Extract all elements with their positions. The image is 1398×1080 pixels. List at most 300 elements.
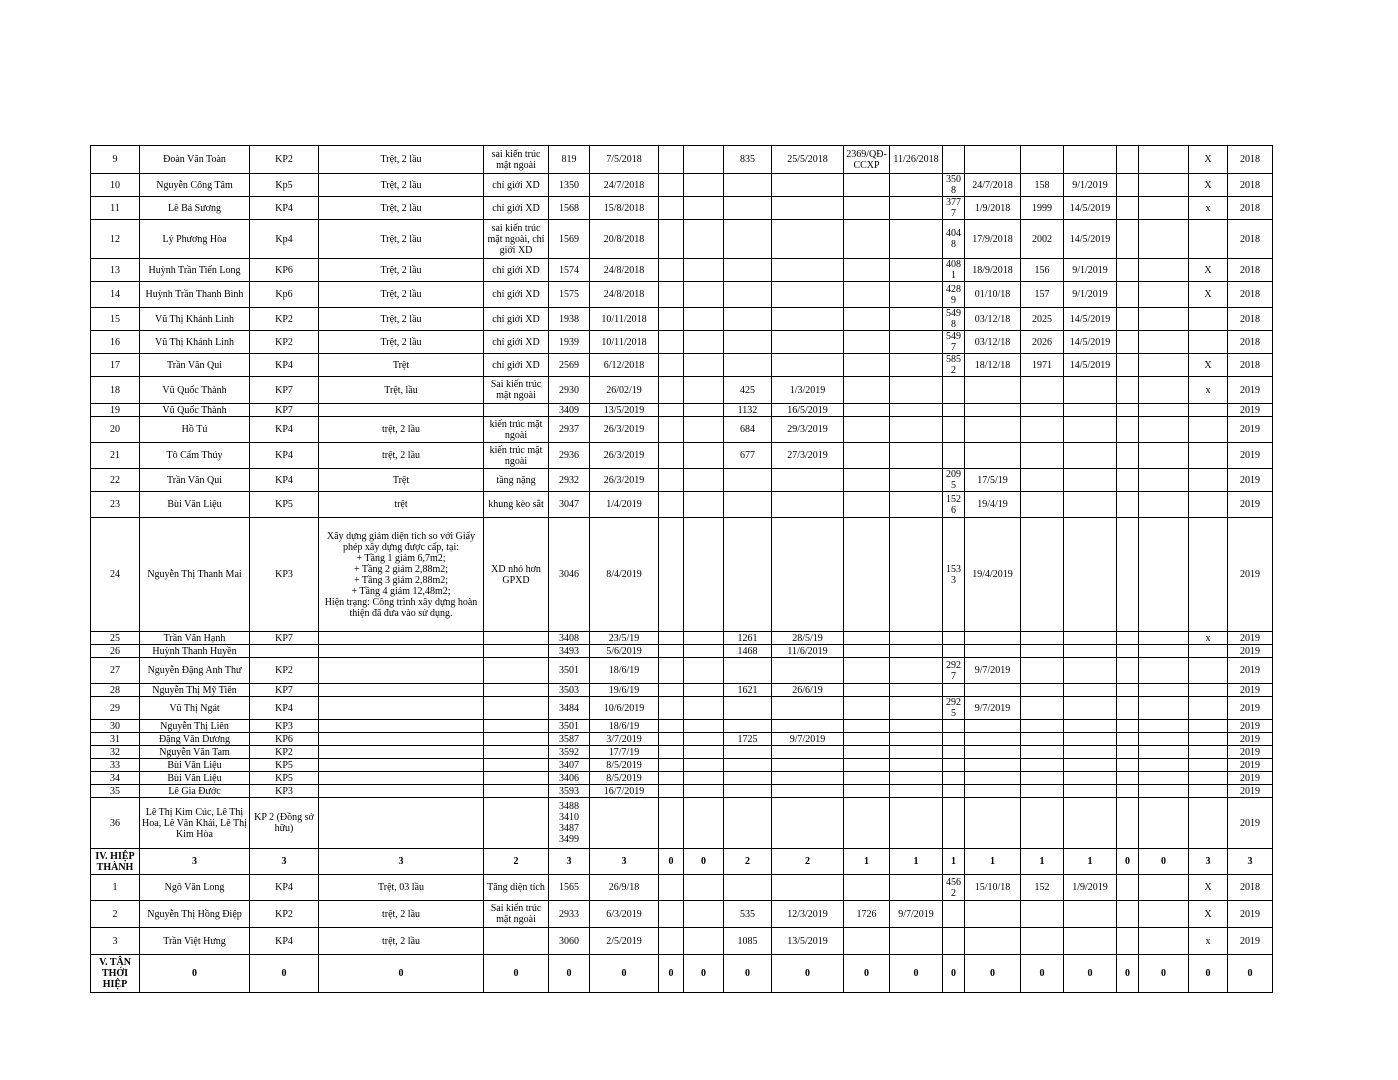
cell-ngay-bb: 18/6/19 (590, 720, 659, 733)
cell-so-kl (1021, 146, 1064, 174)
table-row (91, 733, 1273, 746)
cell-c19 (1139, 632, 1189, 645)
cell-ngay-qd (772, 798, 844, 849)
cell-khu-pho: KP7 (250, 632, 319, 645)
cell-so-qdxl (943, 146, 965, 174)
cell-so-kl (1021, 746, 1064, 759)
cell-so-qd2 (844, 632, 890, 645)
cell-quy-mo: trệt (319, 492, 484, 518)
cell-ngay-qd2 (890, 658, 943, 684)
cell-ngay-qdxl: 01/10/18 (965, 282, 1021, 308)
cell-so-qdxl: 5498 (943, 308, 965, 331)
cell-ngay-qdxl: 19/4/19 (965, 492, 1021, 518)
cell-ngay-bb: 3/7/2019 (590, 733, 659, 746)
cell-ngay-qd2 (890, 220, 943, 259)
cell-c18 (1117, 697, 1139, 720)
cell-quy-mo: trệt, 2 lầu (319, 928, 484, 955)
cell-so-bb: 3408 (549, 632, 590, 645)
cell-vi-pham (484, 785, 549, 798)
cell-so-qd (724, 331, 772, 354)
table-row (91, 759, 1273, 772)
cell-c8 (659, 308, 684, 331)
cell-c19 (1139, 443, 1189, 469)
cell-ngay-qdxl (965, 443, 1021, 469)
cell-ngay-qd2 (890, 469, 943, 492)
cell-ngay-bb: 26/3/2019 (590, 417, 659, 443)
cell-c8 (659, 404, 684, 417)
cell-c18 (1117, 220, 1139, 259)
cell-ngay-qd2 (890, 759, 943, 772)
cell-ngay-qdxl: 18/12/18 (965, 354, 1021, 377)
cell-so-qd: 1261 (724, 632, 772, 645)
cell-ngay-bb: 3 (590, 849, 659, 875)
cell-c19 (1139, 875, 1189, 901)
cell-so-kl: 156 (1021, 259, 1064, 282)
cell-so-qd2 (844, 331, 890, 354)
cell-so-bb: 3484 (549, 697, 590, 720)
cell-nam: 2019 (1228, 798, 1273, 849)
table-row (91, 469, 1273, 492)
table-row (91, 697, 1273, 720)
cell-ho-ten: Nguyễn Thị Hồng Điệp (140, 901, 250, 928)
cell-ho-ten: Bùi Văn Liệu (140, 772, 250, 785)
cell-ngay-kl (1064, 417, 1117, 443)
cell-c19 (1139, 308, 1189, 331)
table-row (91, 417, 1273, 443)
cell-c9 (684, 684, 724, 697)
cell-c8 (659, 645, 684, 658)
cell-so-qd (724, 174, 772, 197)
cell-c8 (659, 469, 684, 492)
cell-ngay-qdxl: 17/9/2018 (965, 220, 1021, 259)
cell-c8 (659, 746, 684, 759)
cell-ngay-bb: 18/6/19 (590, 658, 659, 684)
cell-nam: 2019 (1228, 492, 1273, 518)
cell-c8: 0 (659, 955, 684, 993)
cell-vi-pham (484, 720, 549, 733)
cell-so-qd (724, 772, 772, 785)
cell-c18 (1117, 798, 1139, 849)
cell-so-qdxl: 2927 (943, 658, 965, 684)
cell-x-mark (1189, 759, 1228, 772)
cell-nam: 2019 (1228, 733, 1273, 746)
cell-khu-pho: KP 2 (Đồng sở hữu) (250, 798, 319, 849)
cell-quy-mo (319, 632, 484, 645)
cell-c8 (659, 720, 684, 733)
cell-so-kl: 2026 (1021, 331, 1064, 354)
cell-nam: 2019 (1228, 645, 1273, 658)
cell-c18 (1117, 282, 1139, 308)
cell-nam: 2018 (1228, 220, 1273, 259)
cell-c18 (1117, 377, 1139, 404)
cell-so-bb: 1574 (549, 259, 590, 282)
cell-c18 (1117, 308, 1139, 331)
cell-ngay-kl (1064, 645, 1117, 658)
cell-quy-mo (319, 772, 484, 785)
cell-ho-ten: Bùi Văn Liệu (140, 492, 250, 518)
cell-so-bb: 3406 (549, 772, 590, 785)
cell-ngay-qdxl: 0 (965, 955, 1021, 993)
cell-ngay-bb: 26/9/18 (590, 875, 659, 901)
cell-nam: 2019 (1228, 684, 1273, 697)
cell-nam: 2019 (1228, 417, 1273, 443)
cell-c9 (684, 377, 724, 404)
cell-c8 (659, 785, 684, 798)
cell-so-qdxl: 3508 (943, 174, 965, 197)
cell-stt: 36 (91, 798, 140, 849)
cell-so-bb: 3488 3410 3487 3499 (549, 798, 590, 849)
cell-c18 (1117, 746, 1139, 759)
cell-ngay-qd: 1/3/2019 (772, 377, 844, 404)
cell-x-mark (1189, 443, 1228, 469)
cell-ngay-qd2 (890, 308, 943, 331)
cell-ngay-qd: 12/3/2019 (772, 901, 844, 928)
cell-so-qd2 (844, 404, 890, 417)
cell-so-qdxl (943, 759, 965, 772)
cell-ho-ten: Tô Cẩm Thúy (140, 443, 250, 469)
cell-so-qdxl (943, 928, 965, 955)
cell-quy-mo: trệt, 2 lầu (319, 901, 484, 928)
cell-ngay-bb: 5/6/2019 (590, 645, 659, 658)
cell-khu-pho: KP3 (250, 720, 319, 733)
cell-c9 (684, 174, 724, 197)
cell-ngay-qd (772, 875, 844, 901)
table-row (91, 928, 1273, 955)
cell-x-mark: x (1189, 928, 1228, 955)
cell-vi-pham: kiến trúc mặt ngoài (484, 417, 549, 443)
cell-ngay-qdxl: 18/9/2018 (965, 259, 1021, 282)
cell-so-bb: 2569 (549, 354, 590, 377)
cell-so-qdxl (943, 404, 965, 417)
cell-stt: 33 (91, 759, 140, 772)
records-table (90, 145, 1273, 993)
cell-ho-ten: Lê Thị Kim Cúc, Lê Thị Hoa, Lê Văn Khải, Lê Thị Kim Hòa (140, 798, 250, 849)
cell-so-qdxl: 1 (943, 849, 965, 875)
cell-ngay-kl (1064, 746, 1117, 759)
cell-vi-pham: chỉ giới XD (484, 174, 549, 197)
cell-c19 (1139, 759, 1189, 772)
cell-ngay-kl: 9/1/2019 (1064, 259, 1117, 282)
cell-quy-mo: Trệt, 2 lầu (319, 259, 484, 282)
cell-khu-pho: KP6 (250, 259, 319, 282)
cell-so-kl (1021, 443, 1064, 469)
cell-ngay-qd (772, 259, 844, 282)
cell-x-mark: X (1189, 174, 1228, 197)
cell-quy-mo: Xây dựng giảm diện tích so với Giấy phép xây dựng được cấp, tại: + Tầng 1 giảm 6,7m2; + Tầng 2 giảm 2,88m2; + Tầng 3 giảm 2,88m2; + Tầng 4 giảm 12,48m2; Hiện trạng: Công trình xây dựng hoàn thiện đã đưa vào sử dụng. (319, 518, 484, 632)
cell-ngay-kl (1064, 518, 1117, 632)
cell-so-qd: 425 (724, 377, 772, 404)
cell-ngay-qd: 29/3/2019 (772, 417, 844, 443)
cell-c18 (1117, 772, 1139, 785)
cell-quy-mo: Trệt (319, 469, 484, 492)
cell-c8 (659, 146, 684, 174)
cell-ngay-bb: 1/4/2019 (590, 492, 659, 518)
cell-so-qd2: 2369/QĐ-CCXP (844, 146, 890, 174)
cell-c19 (1139, 746, 1189, 759)
cell-c19 (1139, 684, 1189, 697)
table-row (91, 331, 1273, 354)
cell-ho-ten: Huỳnh Thanh Huyền (140, 645, 250, 658)
cell-c9 (684, 645, 724, 658)
cell-ngay-qd (772, 354, 844, 377)
cell-stt: 26 (91, 645, 140, 658)
cell-nam: 2019 (1228, 443, 1273, 469)
cell-vi-pham: chỉ giới XD (484, 308, 549, 331)
cell-ngay-qd2 (890, 417, 943, 443)
cell-ngay-qd: 0 (772, 955, 844, 993)
cell-ngay-kl: 14/5/2019 (1064, 197, 1117, 220)
cell-ngay-qd2: 1 (890, 849, 943, 875)
cell-stt: 29 (91, 697, 140, 720)
cell-ho-ten: Hồ Tú (140, 417, 250, 443)
cell-ngay-kl (1064, 928, 1117, 955)
cell-c9 (684, 901, 724, 928)
cell-x-mark (1189, 417, 1228, 443)
cell-c8 (659, 174, 684, 197)
cell-c18: 0 (1117, 955, 1139, 993)
cell-c8 (659, 331, 684, 354)
cell-ngay-qdxl (965, 759, 1021, 772)
cell-stt: 24 (91, 518, 140, 632)
cell-nam: 2019 (1228, 632, 1273, 645)
cell-x-mark (1189, 645, 1228, 658)
group-row (91, 955, 1273, 993)
cell-stt: 10 (91, 174, 140, 197)
table-body (91, 146, 1273, 993)
cell-c8 (659, 901, 684, 928)
cell-so-qdxl (943, 443, 965, 469)
cell-so-qdxl (943, 645, 965, 658)
cell-c18 (1117, 331, 1139, 354)
cell-stt: 32 (91, 746, 140, 759)
cell-ngay-kl (1064, 785, 1117, 798)
cell-x-mark (1189, 697, 1228, 720)
cell-stt: 22 (91, 469, 140, 492)
cell-so-bb: 1568 (549, 197, 590, 220)
cell-ngay-qdxl: 03/12/18 (965, 308, 1021, 331)
cell-c8 (659, 259, 684, 282)
cell-c19 (1139, 377, 1189, 404)
cell-so-qdxl: 2095 (943, 469, 965, 492)
cell-ngay-qd (772, 197, 844, 220)
cell-so-kl: 2002 (1021, 220, 1064, 259)
cell-ho-ten: Trần Việt Hưng (140, 928, 250, 955)
cell-stt: 12 (91, 220, 140, 259)
cell-so-kl (1021, 417, 1064, 443)
cell-ngay-qd (772, 174, 844, 197)
cell-c18 (1117, 354, 1139, 377)
cell-stt: 34 (91, 772, 140, 785)
table-row (91, 720, 1273, 733)
cell-quy-mo: trệt, 2 lầu (319, 417, 484, 443)
cell-so-qd (724, 720, 772, 733)
cell-stt: 27 (91, 658, 140, 684)
cell-ngay-bb: 6/3/2019 (590, 901, 659, 928)
cell-c9: 0 (684, 955, 724, 993)
cell-c19 (1139, 785, 1189, 798)
cell-so-qd (724, 518, 772, 632)
cell-so-kl (1021, 684, 1064, 697)
cell-vi-pham: 2 (484, 849, 549, 875)
cell-so-qd: 684 (724, 417, 772, 443)
cell-so-qd2 (844, 785, 890, 798)
cell-khu-pho: KP4 (250, 354, 319, 377)
cell-ngay-kl: 1/9/2019 (1064, 875, 1117, 901)
cell-c18 (1117, 469, 1139, 492)
cell-vi-pham: chỉ giới XD (484, 331, 549, 354)
cell-c19 (1139, 220, 1189, 259)
cell-so-kl (1021, 928, 1064, 955)
cell-so-qd: 1725 (724, 733, 772, 746)
cell-ho-ten: Nguyễn Thị Liên (140, 720, 250, 733)
cell-c18 (1117, 901, 1139, 928)
cell-ngay-kl (1064, 772, 1117, 785)
cell-stt: 11 (91, 197, 140, 220)
cell-so-qd (724, 785, 772, 798)
cell-ngay-qd2 (890, 443, 943, 469)
cell-so-kl (1021, 798, 1064, 849)
cell-khu-pho: KP4 (250, 928, 319, 955)
cell-c18 (1117, 492, 1139, 518)
cell-so-qd (724, 469, 772, 492)
table-row (91, 518, 1273, 632)
cell-vi-pham (484, 759, 549, 772)
cell-so-qd: 1085 (724, 928, 772, 955)
cell-so-qdxl (943, 901, 965, 928)
cell-quy-mo (319, 684, 484, 697)
cell-c19 (1139, 331, 1189, 354)
cell-c9 (684, 772, 724, 785)
cell-so-qdxl (943, 772, 965, 785)
table-row (91, 684, 1273, 697)
cell-ngay-bb: 24/8/2018 (590, 282, 659, 308)
cell-quy-mo: Trệt, 2 lầu (319, 282, 484, 308)
cell-so-kl: 0 (1021, 955, 1064, 993)
cell-stt: 1 (91, 875, 140, 901)
cell-c18 (1117, 785, 1139, 798)
cell-c19 (1139, 146, 1189, 174)
cell-vi-pham (484, 928, 549, 955)
table-row (91, 875, 1273, 901)
cell-ngay-qd2 (890, 785, 943, 798)
cell-nam: 2018 (1228, 308, 1273, 331)
cell-c8 (659, 354, 684, 377)
cell-vi-pham (484, 632, 549, 645)
cell-c8 (659, 632, 684, 645)
cell-ngay-kl (1064, 733, 1117, 746)
cell-c19 (1139, 282, 1189, 308)
cell-vi-pham (484, 645, 549, 658)
cell-so-qd2 (844, 798, 890, 849)
cell-ngay-qd2 (890, 632, 943, 645)
cell-vi-pham (484, 733, 549, 746)
cell-x-mark: 3 (1189, 849, 1228, 875)
table-row (91, 772, 1273, 785)
cell-so-kl (1021, 697, 1064, 720)
cell-so-qd2 (844, 354, 890, 377)
cell-ngay-qd (772, 720, 844, 733)
cell-so-bb: 2936 (549, 443, 590, 469)
cell-khu-pho: Kp6 (250, 282, 319, 308)
cell-khu-pho: KP5 (250, 772, 319, 785)
cell-c9 (684, 720, 724, 733)
cell-so-qdxl: 3777 (943, 197, 965, 220)
cell-x-mark: X (1189, 259, 1228, 282)
cell-so-bb: 3501 (549, 658, 590, 684)
cell-nam: 2018 (1228, 146, 1273, 174)
cell-so-qd2 (844, 308, 890, 331)
cell-ngay-qd: 25/5/2018 (772, 146, 844, 174)
cell-ngay-bb: 10/11/2018 (590, 331, 659, 354)
cell-nam: 2018 (1228, 354, 1273, 377)
cell-so-kl: 2025 (1021, 308, 1064, 331)
cell-ngay-kl: 0 (1064, 955, 1117, 993)
cell-nam: 2018 (1228, 282, 1273, 308)
cell-ngay-kl (1064, 901, 1117, 928)
cell-ngay-bb: 24/7/2018 (590, 174, 659, 197)
cell-ngay-qd: 16/5/2019 (772, 404, 844, 417)
table-row (91, 146, 1273, 174)
cell-stt: 3 (91, 928, 140, 955)
cell-so-qd2 (844, 697, 890, 720)
cell-ho-ten: Nguyễn Thị Mỹ Tiên (140, 684, 250, 697)
cell-so-qd2 (844, 174, 890, 197)
cell-ngay-qdxl (965, 901, 1021, 928)
cell-ngay-qd2 (890, 798, 943, 849)
cell-ngay-qd2 (890, 174, 943, 197)
cell-khu-pho: KP2 (250, 901, 319, 928)
cell-c9 (684, 746, 724, 759)
cell-x-mark: X (1189, 354, 1228, 377)
cell-ngay-qd: 26/6/19 (772, 684, 844, 697)
cell-x-mark: x (1189, 377, 1228, 404)
cell-ngay-qdxl (965, 733, 1021, 746)
cell-c9 (684, 404, 724, 417)
cell-so-bb: 1575 (549, 282, 590, 308)
cell-so-qd: 677 (724, 443, 772, 469)
cell-c19 (1139, 174, 1189, 197)
cell-ngay-qd: 27/3/2019 (772, 443, 844, 469)
cell-khu-pho: KP7 (250, 404, 319, 417)
cell-quy-mo: Trệt, 2 lầu (319, 308, 484, 331)
cell-ngay-qd (772, 469, 844, 492)
cell-so-qd (724, 308, 772, 331)
cell-so-qd (724, 259, 772, 282)
cell-so-qd2 (844, 197, 890, 220)
cell-ngay-qd2: 9/7/2019 (890, 901, 943, 928)
table-row (91, 354, 1273, 377)
cell-c9 (684, 443, 724, 469)
cell-stt: 13 (91, 259, 140, 282)
cell-so-kl (1021, 377, 1064, 404)
cell-so-qdxl: 1526 (943, 492, 965, 518)
cell-vi-pham (484, 798, 549, 849)
cell-stt: V. TÂN THỚI HIỆP (91, 955, 140, 993)
cell-c19: 0 (1139, 849, 1189, 875)
cell-quy-mo (319, 785, 484, 798)
cell-x-mark: 0 (1189, 955, 1228, 993)
cell-c18 (1117, 518, 1139, 632)
cell-so-bb: 3501 (549, 720, 590, 733)
cell-ngay-bb: 26/02/19 (590, 377, 659, 404)
cell-so-kl (1021, 901, 1064, 928)
cell-ho-ten: Trần Văn Qui (140, 469, 250, 492)
cell-so-bb: 3409 (549, 404, 590, 417)
cell-so-qd: 1621 (724, 684, 772, 697)
cell-c8 (659, 443, 684, 469)
cell-ngay-qd2 (890, 684, 943, 697)
cell-c9 (684, 697, 724, 720)
